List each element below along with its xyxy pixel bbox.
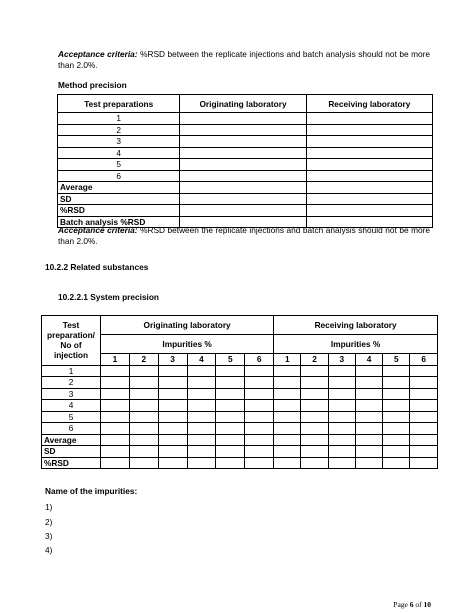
row-label: 5 [42,411,101,423]
receiving-impurity-cell[interactable] [274,365,301,377]
originating-impurity-cell[interactable] [216,434,245,446]
receiving-impurity-cell[interactable] [355,423,382,435]
impurity-item: 1) [45,502,53,512]
receiving-impurity-cell[interactable] [355,365,382,377]
receiving-impurity-cell[interactable] [301,365,328,377]
receiving-cell[interactable] [306,170,432,182]
receiving-impurity-cell[interactable] [301,423,328,435]
receiving-impurity-cell[interactable] [410,446,438,458]
originating-impurity-cell[interactable] [187,400,216,412]
originating-impurity-cell[interactable] [129,400,158,412]
originating-cell[interactable] [180,159,306,171]
originating-impurity-cell[interactable] [101,457,130,469]
system-precision-table [41,315,438,469]
row-label: 6 [58,170,180,182]
table-row-sd [58,193,433,205]
impurity-col-header: 6 [245,354,274,366]
table-row [58,159,433,171]
page-label: Page [393,600,408,609]
table-row [42,388,438,400]
receiving-impurity-cell[interactable] [355,388,382,400]
receiving-impurity-cell[interactable] [355,457,382,469]
receiving-impurity-cell[interactable] [410,400,438,412]
impurity-col-header: 4 [355,354,382,366]
receiving-impurity-cell[interactable] [383,457,410,469]
receiving-impurity-cell[interactable] [274,446,301,458]
receiving-impurity-cell[interactable] [355,411,382,423]
receiving-impurity-cell[interactable] [383,400,410,412]
originating-impurity-cell[interactable] [216,423,245,435]
row-label-average: Average [58,182,180,194]
originating-impurity-cell[interactable] [101,411,130,423]
receiving-impurity-cell[interactable] [410,434,438,446]
receiving-impurity-cell[interactable] [328,423,355,435]
acceptance-criteria-text: %RSD between the replicate injections and batch analysis should not be more than 2.0%. [58,225,430,246]
row-label-rsd: %RSD [58,205,180,217]
originating-impurity-cell[interactable] [216,365,245,377]
originating-impurity-cell[interactable] [129,434,158,446]
receiving-impurity-cell[interactable] [274,457,301,469]
originating-impurity-cell[interactable] [216,411,245,423]
receiving-cell[interactable] [306,205,432,217]
receiving-cell[interactable] [306,182,432,194]
column-header-test-preparations: Test preparations [58,95,180,113]
page-footer [393,600,431,609]
originating-impurity-cell[interactable] [216,377,245,389]
row-label: 2 [58,124,180,136]
table-header-row [42,316,438,335]
originating-impurity-cell[interactable] [101,365,130,377]
acceptance-criteria-label: Acceptance criteria: [58,225,138,235]
receiving-impurity-cell[interactable] [274,400,301,412]
row-label: 2 [42,377,101,389]
impurity-col-header: 2 [301,354,328,366]
row-label: 6 [42,423,101,435]
originating-impurity-cell[interactable] [187,446,216,458]
receiving-impurity-cell[interactable] [274,423,301,435]
row-label: 4 [58,147,180,159]
receiving-impurity-cell[interactable] [410,388,438,400]
method-precision-title: Method precision [58,80,127,90]
receiving-impurity-cell[interactable] [355,377,382,389]
receiving-impurity-cell[interactable] [383,434,410,446]
originating-impurity-cell[interactable] [187,434,216,446]
originating-impurity-cell[interactable] [158,411,187,423]
impurity-item: 4) [45,545,53,555]
table-header-row [58,95,433,113]
table-row-average [58,182,433,194]
impurities-header-originating: Impurities % [101,335,274,354]
acceptance-criteria-text: %RSD between the replicate injections and batch analysis should not be more than 2.0%. [58,49,430,70]
receiving-impurity-cell[interactable] [328,411,355,423]
originating-impurity-cell[interactable] [129,365,158,377]
page-total: 10 [423,600,431,609]
table-row [42,423,438,435]
impurities-header-receiving: Impurities % [274,335,438,354]
receiving-impurity-cell[interactable] [301,388,328,400]
receiving-impurity-cell[interactable] [383,365,410,377]
row-label: 5 [58,159,180,171]
originating-cell[interactable] [180,147,306,159]
originating-impurity-cell[interactable] [101,400,130,412]
originating-cell[interactable] [180,193,306,205]
originating-impurity-cell[interactable] [129,411,158,423]
receiving-impurity-cell[interactable] [410,365,438,377]
receiving-impurity-cell[interactable] [328,388,355,400]
row-label: 3 [42,388,101,400]
table-row-rsd [58,205,433,217]
originating-impurity-cell[interactable] [129,446,158,458]
column-header-originating-laboratory: Originating laboratory [180,95,306,113]
row-label-sd: SD [58,193,180,205]
column-header-originating-laboratory: Originating laboratory [101,316,274,335]
originating-impurity-cell[interactable] [129,457,158,469]
column-header-test-preparation: Test preparation/ No of injection [42,316,101,366]
row-label: Average [42,434,101,446]
originating-impurity-cell[interactable] [187,411,216,423]
originating-impurity-cell[interactable] [101,377,130,389]
receiving-impurity-cell[interactable] [410,423,438,435]
receiving-impurity-cell[interactable] [328,377,355,389]
originating-cell[interactable] [180,113,306,125]
receiving-impurity-cell[interactable] [274,434,301,446]
originating-impurity-cell[interactable] [101,434,130,446]
originating-impurity-cell[interactable] [129,423,158,435]
table-row-summary [42,446,438,458]
table-row [42,411,438,423]
table-row-summary [42,457,438,469]
impurity-col-header: 5 [216,354,245,366]
originating-impurity-cell[interactable] [216,457,245,469]
impurity-col-header: 1 [101,354,130,366]
originating-impurity-cell[interactable] [245,377,274,389]
receiving-impurity-cell[interactable] [355,434,382,446]
impurity-col-header: 1 [274,354,301,366]
receiving-cell[interactable] [306,136,432,148]
impurity-col-header: 3 [328,354,355,366]
originating-cell[interactable] [180,136,306,148]
impurity-col-header: 5 [383,354,410,366]
originating-impurity-cell[interactable] [101,388,130,400]
originating-impurity-cell[interactable] [216,400,245,412]
system-precision-body [42,365,438,469]
originating-impurity-cell[interactable] [245,457,274,469]
originating-impurity-cell[interactable] [245,388,274,400]
impurity-col-header: 4 [187,354,216,366]
originating-impurity-cell[interactable] [101,423,130,435]
column-header-receiving-laboratory: Receiving laboratory [306,95,432,113]
table-row [42,400,438,412]
originating-cell[interactable] [180,124,306,136]
originating-impurity-cell[interactable] [245,411,274,423]
impurity-item: 3) [45,531,53,541]
originating-impurity-cell[interactable] [245,365,274,377]
receiving-impurity-cell[interactable] [383,388,410,400]
method-precision-table [57,94,433,228]
table-subheader-row [42,335,438,354]
receiving-impurity-cell[interactable] [410,411,438,423]
originating-impurity-cell[interactable] [245,446,274,458]
receiving-impurity-cell[interactable] [301,434,328,446]
originating-impurity-cell[interactable] [187,388,216,400]
row-label: 1 [58,113,180,125]
impurities-title: Name of the impurities: [45,486,138,496]
receiving-impurity-cell[interactable] [328,365,355,377]
acceptance-criteria-1 [58,49,430,71]
column-header-receiving-laboratory: Receiving laboratory [274,316,438,335]
receiving-impurity-cell[interactable] [301,446,328,458]
originating-impurity-cell[interactable] [187,423,216,435]
table-row [58,136,433,148]
acceptance-criteria-label: Acceptance criteria: [58,49,138,59]
table-row [42,377,438,389]
receiving-impurity-cell[interactable] [355,400,382,412]
impurity-col-header: 2 [129,354,158,366]
receiving-impurity-cell[interactable] [410,457,438,469]
impurity-col-header: 6 [410,354,438,366]
row-label: %RSD [42,457,101,469]
row-label: 1 [42,365,101,377]
originating-impurity-cell[interactable] [158,365,187,377]
section-heading-system-precision: 10.2.2.1 System precision [58,292,160,302]
originating-impurity-cell[interactable] [158,423,187,435]
originating-impurity-cell[interactable] [158,377,187,389]
originating-impurity-cell[interactable] [158,388,187,400]
table-row [58,113,433,125]
originating-impurity-cell[interactable] [245,400,274,412]
table-row [58,124,433,136]
acceptance-criteria-2 [58,225,430,247]
receiving-impurity-cell[interactable] [410,377,438,389]
originating-impurity-cell[interactable] [158,457,187,469]
originating-impurity-cell[interactable] [129,388,158,400]
receiving-impurity-cell[interactable] [328,400,355,412]
originating-impurity-cell[interactable] [216,446,245,458]
of-label: of [415,600,422,609]
page-number: 6 [409,600,414,609]
receiving-impurity-cell[interactable] [355,446,382,458]
receiving-cell[interactable] [306,113,432,125]
row-label: 4 [42,400,101,412]
originating-impurity-cell[interactable] [187,457,216,469]
table-row [42,365,438,377]
originating-impurity-cell[interactable] [216,388,245,400]
originating-impurity-cell[interactable] [129,377,158,389]
receiving-impurity-cell[interactable] [301,400,328,412]
originating-cell[interactable] [180,170,306,182]
row-label: SD [42,446,101,458]
originating-impurity-cell[interactable] [158,434,187,446]
originating-impurity-cell[interactable] [158,446,187,458]
originating-impurity-cell[interactable] [187,365,216,377]
receiving-cell[interactable] [306,193,432,205]
table-row [58,170,433,182]
impurity-number-row [42,354,438,366]
receiving-impurity-cell[interactable] [328,446,355,458]
section-heading-related-substances: 10.2.2 Related substances [45,262,149,272]
originating-cell[interactable] [180,205,306,217]
receiving-impurity-cell[interactable] [383,377,410,389]
originating-impurity-cell[interactable] [245,434,274,446]
row-label: 3 [58,136,180,148]
receiving-impurity-cell[interactable] [301,377,328,389]
receiving-impurity-cell[interactable] [328,457,355,469]
receiving-impurity-cell[interactable] [383,423,410,435]
impurity-item: 2) [45,517,53,527]
receiving-impurity-cell[interactable] [301,411,328,423]
receiving-cell[interactable] [306,147,432,159]
receiving-impurity-cell[interactable] [301,457,328,469]
receiving-impurity-cell[interactable] [274,388,301,400]
receiving-cell[interactable] [306,124,432,136]
originating-impurity-cell[interactable] [245,423,274,435]
row-label-batch-rsd: Batch analysis %RSD [58,216,180,228]
originating-cell[interactable] [180,182,306,194]
receiving-impurity-cell[interactable] [274,377,301,389]
receiving-impurity-cell[interactable] [383,411,410,423]
receiving-impurity-cell[interactable] [383,446,410,458]
table-row-summary [42,434,438,446]
impurity-col-header: 3 [158,354,187,366]
receiving-impurity-cell[interactable] [274,411,301,423]
receiving-impurity-cell[interactable] [328,434,355,446]
table-row [58,147,433,159]
originating-impurity-cell[interactable] [158,400,187,412]
originating-impurity-cell[interactable] [101,446,130,458]
receiving-cell[interactable] [306,159,432,171]
originating-impurity-cell[interactable] [187,377,216,389]
